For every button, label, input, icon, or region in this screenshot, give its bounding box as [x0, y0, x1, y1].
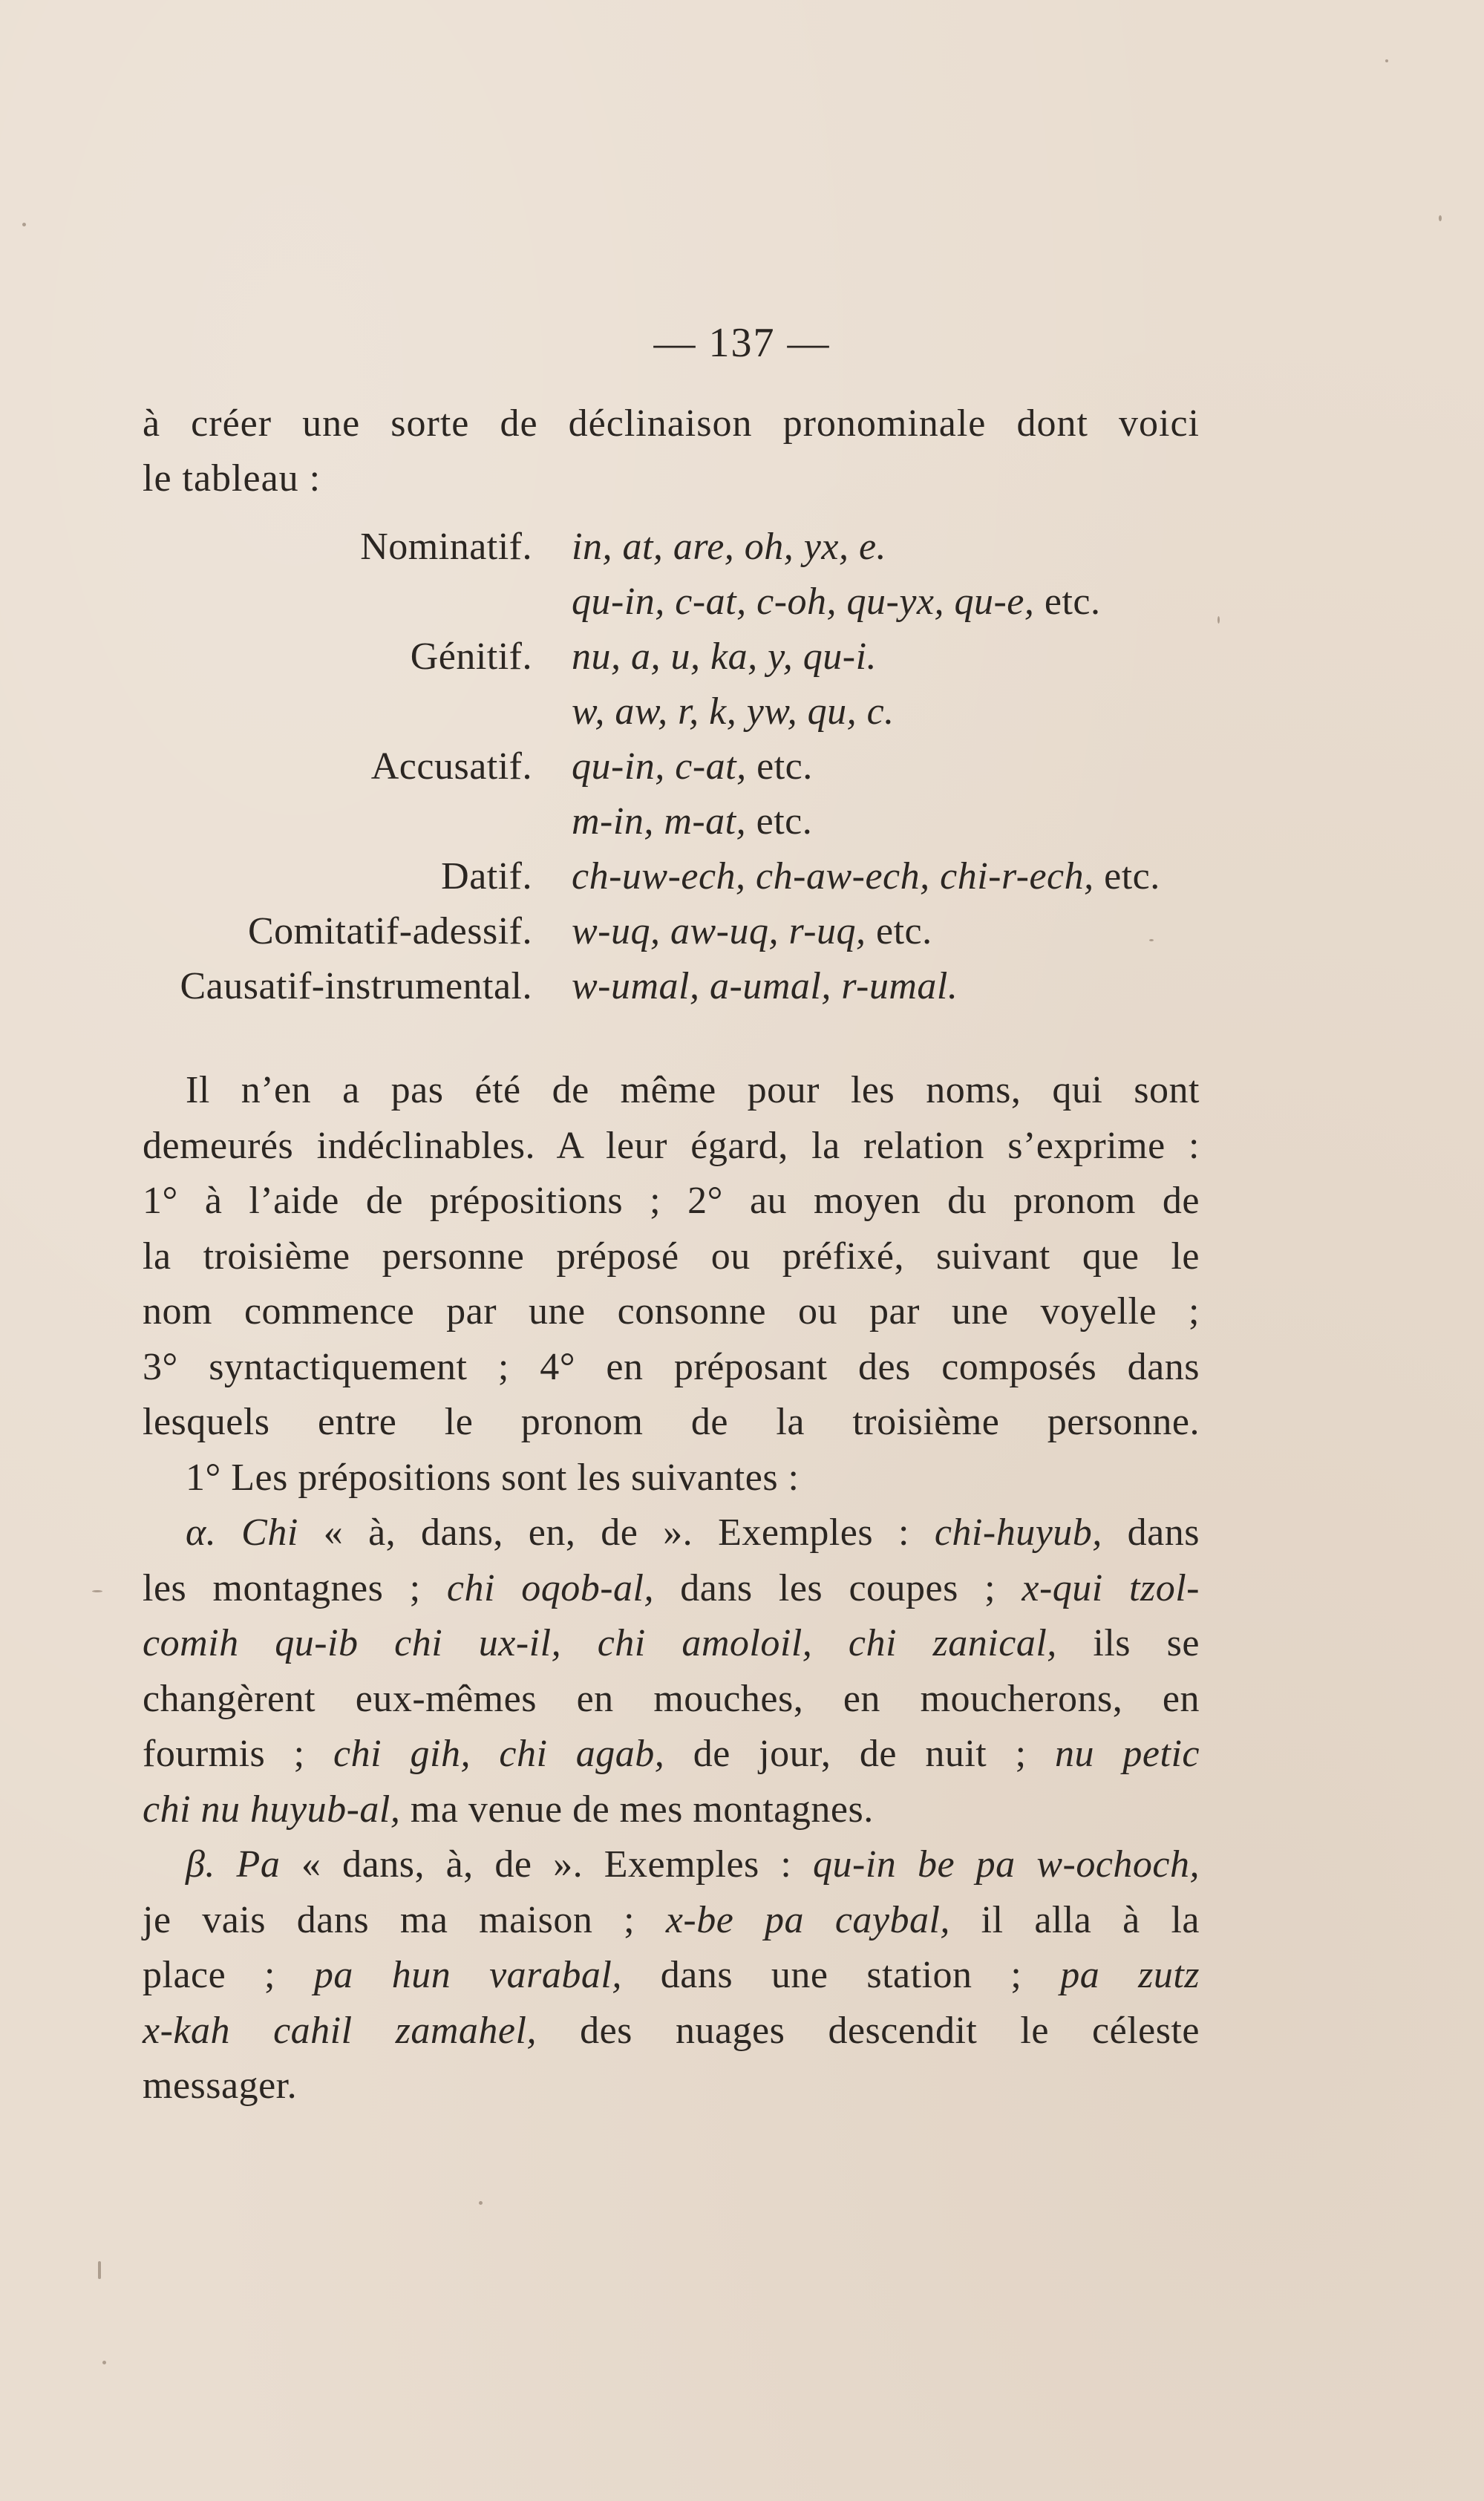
text-line: [143, 1672, 1200, 1727]
case-forms: [572, 904, 932, 959]
italic-term: x-kah cahil zamahel,: [143, 2009, 537, 2052]
case-label: Comitatif-adessif.: [247, 910, 532, 952]
italic-term: chi gih, chi agab,: [333, 1733, 665, 1775]
italic-term: chi nu huyub-al,: [143, 1788, 401, 1831]
text-line: [143, 1616, 1200, 1672]
text-line: [143, 1837, 1200, 1893]
paper-speck: [22, 223, 26, 226]
text-run: dans une station ;: [621, 1954, 1061, 1996]
text-run: changèrent eux-mêmes en mouches, en moucherons, en: [143, 1677, 1200, 1720]
case-forms: [572, 575, 1101, 630]
text-line: [143, 1505, 1200, 1561]
case-forms: w-umal, a-umal, r-umal.: [572, 965, 958, 1007]
section-heading: 1° Les prépositions sont les suivantes :: [186, 1456, 800, 1499]
paragraph-nouns: [143, 1063, 1200, 1505]
paragraph-beta: [143, 1837, 1200, 2114]
text-line: le tableau :: [143, 457, 321, 500]
text-line: 1° à l’aide de prépositions ; 2° au moyen du pronom de: [143, 1180, 1200, 1222]
text-run: je vais dans ma maison ;: [143, 1898, 666, 1941]
paper-speck: [98, 2261, 101, 2279]
italic-term: chi-huyub,: [934, 1511, 1102, 1554]
text-run: des nuages descendit le céleste: [536, 2009, 1200, 2052]
text-line: lesquels entre le pronom de la troisième personne.: [143, 1401, 1200, 1443]
italic-term: qu-in be pa w-ochoch,: [813, 1843, 1200, 1886]
page-number: — 137 —: [653, 320, 831, 366]
forms-text: ch-uw-ech, ch-aw-ech, chi-r-ech,: [572, 855, 1094, 898]
text-run: « à, dans, en, de ». Exemples :: [298, 1511, 935, 1554]
forms-text: qu-in, c-at,: [572, 745, 747, 788]
table-row: [0, 959, 1484, 1014]
text-line: à créer une sorte de déclinaison pronominale dont voici: [143, 402, 1200, 445]
italic-term: pa zutz: [1060, 1954, 1200, 1996]
text-line: Il n’en a pas été de même pour les noms, qui sont: [186, 1069, 1200, 1111]
italic-term: β. Pa: [186, 1843, 281, 1886]
table-row: [0, 575, 1484, 630]
case-label: Nominatif.: [360, 526, 532, 568]
text-line: [143, 1782, 1200, 1838]
italic-term: α. Chi: [186, 1511, 298, 1554]
case-forms: [572, 849, 1160, 904]
forms-suffix: etc.: [746, 745, 813, 788]
paper-speck: [1385, 59, 1388, 62]
table-row: [0, 520, 1484, 575]
table-row: [0, 684, 1484, 739]
text-run: ils se: [1056, 1622, 1200, 1664]
paper-speck: [1439, 215, 1442, 221]
text-line: 3° syntactiquement ; 4° en préposant des composés dans: [143, 1345, 1200, 1388]
table-row: [0, 849, 1484, 904]
table-row: [0, 739, 1484, 794]
text-line: [143, 2004, 1200, 2059]
forms-suffix: etc.: [1094, 855, 1160, 898]
text-line: la troisième personne préposé ou préfixé, suivant que le: [143, 1235, 1200, 1278]
intro-paragraph: [143, 396, 1200, 506]
italic-term: comih qu-ib chi ux-il, chi amoloil, chi zanical,: [143, 1622, 1057, 1664]
paper-speck: [92, 1590, 102, 1592]
forms-text: w-uq, aw-uq, r-uq,: [572, 910, 866, 952]
paragraph-alpha: [143, 1505, 1200, 1837]
text-line: nom commence par une consonne ou par une voyelle ;: [143, 1290, 1200, 1333]
case-forms: w, aw, r, k, yw, qu, c.: [572, 690, 895, 733]
italic-term: nu petic: [1055, 1733, 1200, 1775]
text-run: ma venue de mes montagnes.: [400, 1788, 874, 1831]
paper-speck: [102, 2361, 106, 2364]
text-run: place ;: [143, 1954, 314, 1996]
text-line: [143, 1727, 1200, 1782]
paper-speck: [1149, 939, 1154, 941]
text-run: dans les coupes ;: [653, 1566, 1022, 1609]
case-forms: nu, a, u, ka, y, qu-i.: [572, 635, 877, 678]
text-line: [143, 1948, 1200, 2004]
text-line: [143, 1561, 1200, 1617]
case-forms: in, at, are, oh, yx, e.: [572, 526, 887, 568]
forms-text: qu-in, c-at, c-oh, qu-yx, qu-e,: [572, 581, 1035, 623]
case-label: Génitif.: [410, 635, 532, 678]
case-forms: [572, 739, 813, 794]
text-line: demeurés indéclinables. A leur égard, la relation s’exprime :: [143, 1124, 1200, 1167]
italic-term: x-be pa caybal,: [665, 1898, 950, 1941]
case-forms: [572, 794, 812, 849]
forms-suffix: etc.: [1034, 581, 1101, 623]
table-row: [0, 794, 1484, 849]
case-label: Causatif-instrumental.: [180, 965, 532, 1007]
text-line: [143, 1893, 1200, 1949]
text-run: fourmis ;: [143, 1733, 334, 1775]
paper-speck: [479, 2201, 483, 2205]
text-run: dans: [1102, 1511, 1200, 1554]
text-run: « dans, à, de ». Exemples :: [280, 1843, 814, 1886]
table-row: [0, 630, 1484, 684]
forms-suffix: etc.: [866, 910, 932, 952]
text-run: de jour, de nuit ;: [664, 1733, 1056, 1775]
case-label: Accusatif.: [370, 745, 532, 788]
text-run: les montagnes ;: [143, 1566, 447, 1609]
table-row: [0, 904, 1484, 959]
italic-term: x-qui tzol-: [1022, 1566, 1200, 1609]
paper-speck: [1217, 616, 1220, 624]
forms-text: m-in, m-at,: [572, 800, 747, 843]
case-label: Datif.: [441, 855, 532, 898]
italic-term: pa hun varabal,: [313, 1954, 622, 1996]
italic-term: chi oqob-al,: [446, 1566, 654, 1609]
text-line: [143, 2059, 1200, 2114]
text-run: messager.: [143, 2064, 298, 2107]
text-run: il alla à la: [949, 1898, 1200, 1941]
forms-suffix: etc.: [746, 800, 813, 843]
